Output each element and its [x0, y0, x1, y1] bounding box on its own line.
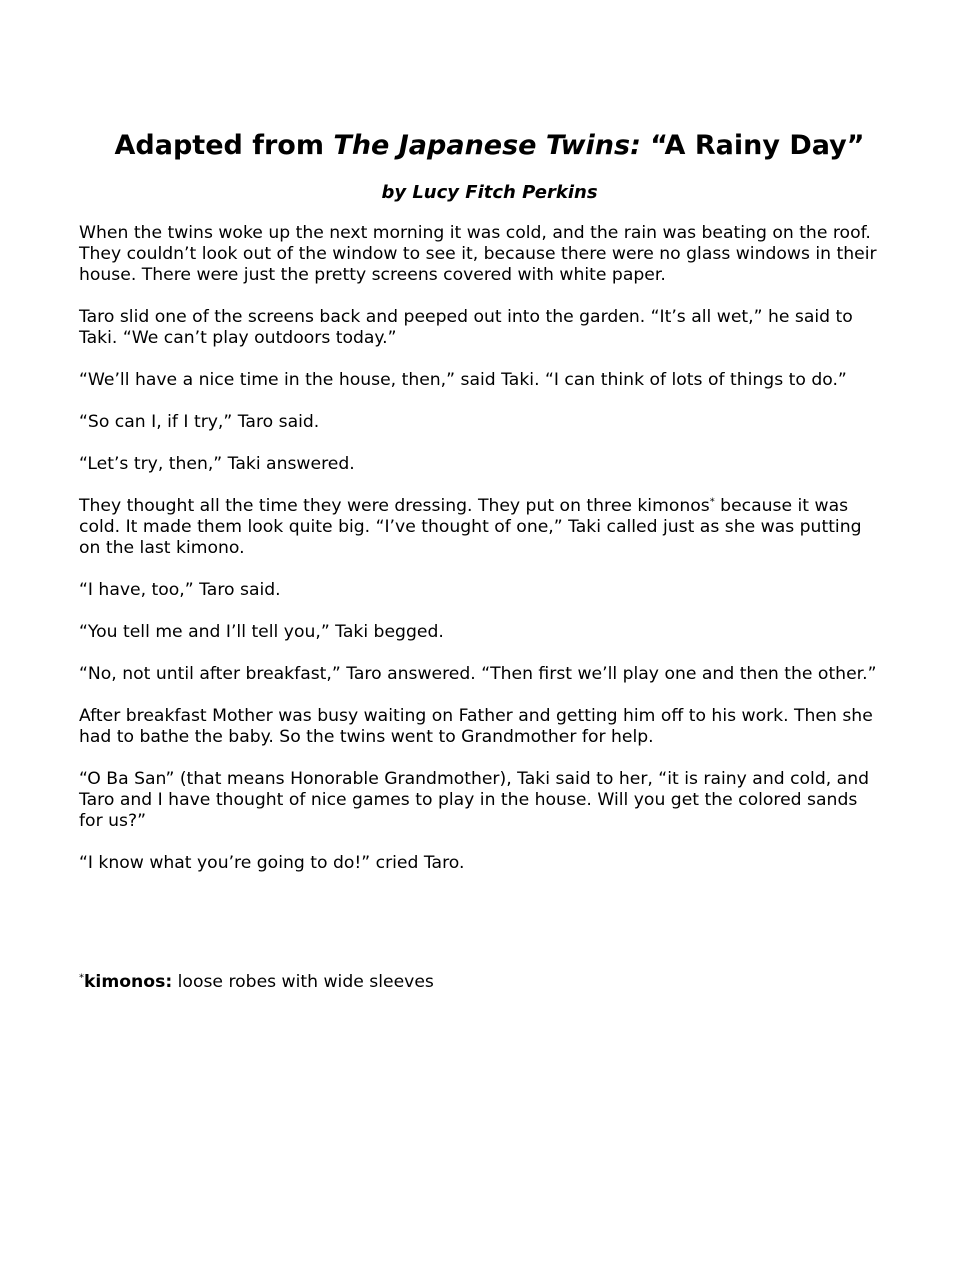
paragraph: “O Ba San” (that means Honorable Grandmother), Taki said to her, “it is rainy and cold, and Taro and I have thought of nice games to play in the house. Will you get the colored sands for us?” [79, 769, 870, 831]
paragraph: Taro slid one of the screens back and peeped out into the garden. “It’s all wet,” he said to Taki. “We can’t play outdoors today.” [79, 307, 853, 348]
title-chapter: “A Rainy Day” [640, 130, 865, 161]
paragraph: After breakfast Mother was busy waiting on Father and getting him off to his work. Then she had to bathe the baby. So the twins went to Grandmother for help. [79, 706, 873, 747]
paragraph: “No, not until after breakfast,” Taro answered. “Then first we’ll play one and then the other.” [79, 664, 877, 684]
paragraph: When the twins woke up the next morning it was cold, and the rain was beating on the roof. They couldn’t look out of the window to see it, because there were no glass windows in their house. There were just the pretty screens covered with white paper. [79, 223, 877, 285]
footnote [79, 972, 879, 993]
footnote-term: kimonos: [84, 972, 173, 992]
paragraph-text: because it was cold. It made them look quite big. “I’ve thought of one,” Taki called just as she was putting on the last kimono. [79, 496, 862, 558]
story-body [79, 223, 879, 895]
author-byline: by Lucy Fitch Perkins [381, 182, 598, 203]
paragraph: “I have, too,” Taro said. [79, 580, 281, 600]
footnote-marker: * [79, 972, 84, 984]
title-book: The Japanese Twins: [333, 130, 641, 161]
paragraph: “You tell me and I’ll tell you,” Taki begged. [79, 622, 444, 642]
footnote-marker: * [709, 496, 715, 508]
paragraph-kimonos [79, 496, 879, 559]
page-title [60, 128, 919, 164]
paragraph: “We’ll have a nice time in the house, then,” said Taki. “I can think of lots of things to do.” [79, 370, 847, 390]
paragraph: “Let’s try, then,” Taki answered. [79, 454, 355, 474]
title-prefix: Adapted from [114, 130, 334, 161]
paragraph: “I know what you’re going to do!” cried Taro. [79, 853, 465, 873]
footnote-definition: loose robes with wide sleeves [172, 972, 434, 992]
paragraph: “So can I, if I try,” Taro said. [79, 412, 320, 432]
paragraph-text: They thought all the time they were dressing. They put on three kimonos [79, 496, 710, 516]
